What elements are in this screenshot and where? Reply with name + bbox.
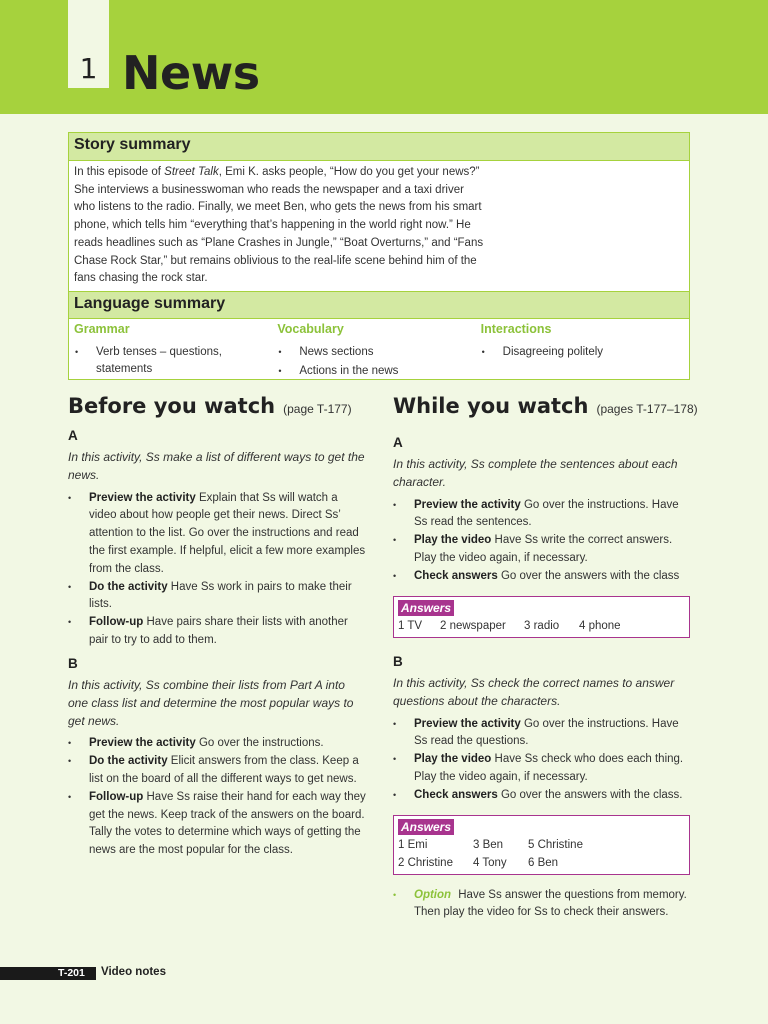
answer-item: 4 phone xyxy=(579,619,621,632)
step-item xyxy=(393,532,691,568)
answer-item: 6 Ben xyxy=(528,856,559,869)
answers-row xyxy=(398,836,685,854)
answers-row xyxy=(398,854,685,872)
answer-item: 4 Tony xyxy=(473,856,507,869)
while-watch-part-b xyxy=(393,654,691,922)
language-summary-columns xyxy=(69,319,689,379)
summary-box xyxy=(68,132,690,380)
vocabulary-column xyxy=(277,321,480,378)
footer-label: Video notes xyxy=(101,966,166,978)
option-text: Have Ss answer the questions from memory. Then play the video for Ss to check their answers. xyxy=(414,888,687,919)
interactions-column xyxy=(481,322,684,375)
answer-item: 5 Christine xyxy=(528,838,583,851)
part-letter: A xyxy=(393,435,403,450)
step-label: Do the activity xyxy=(89,755,168,768)
step-item xyxy=(393,751,691,787)
step-label: Check answers xyxy=(414,569,498,582)
before-watch-title-text: Before you watch xyxy=(68,394,276,418)
part-letter: A xyxy=(68,428,78,443)
part-letter: B xyxy=(68,656,78,671)
step-item xyxy=(68,753,366,789)
before-watch-pages: (page T-177) xyxy=(283,402,352,416)
activity-steps xyxy=(68,735,366,860)
activity-intro: In this activity, Ss combine their lists from Part A into one class list and determine the most popular ways to get news. xyxy=(68,678,354,728)
grammar-heading: Grammar xyxy=(74,321,130,336)
step-text: Go over the answers with the class. xyxy=(497,788,683,801)
answers-label: Answers xyxy=(398,600,454,616)
answer-item: 1 TV xyxy=(398,619,423,632)
option-label: Option xyxy=(414,888,452,901)
answers-label: Answers xyxy=(398,819,454,835)
while-watch-title xyxy=(393,394,698,418)
step-item xyxy=(68,789,366,860)
answer-item: 3 Ben xyxy=(473,838,504,851)
option-note xyxy=(393,887,691,923)
activity-steps xyxy=(393,497,691,586)
step-item xyxy=(393,568,691,586)
answer-item: 1 Emi xyxy=(398,838,428,851)
step-label: Play the video xyxy=(414,534,492,547)
step-text: Have Ss check who does each thing. Play the video again, if necessary. xyxy=(414,753,684,783)
step-text: Explain that Ss will watch a video about how people get their news. Direct Ss’ attention to the list. Go over the instructions and read the first example. If helpful, elicit a few more examples from the class. xyxy=(89,491,366,575)
activity-steps xyxy=(68,490,366,650)
grammar-item: • Verb tenses – questions, statements xyxy=(74,344,277,379)
step-label: Preview the activity xyxy=(414,498,521,511)
step-item xyxy=(68,579,366,615)
unit-title: News xyxy=(122,46,260,100)
before-watch-title xyxy=(68,394,352,418)
step-label: Check answers xyxy=(414,788,498,801)
step-item xyxy=(393,497,691,533)
activity-intro: In this activity, Ss complete the sentences about each character. xyxy=(393,457,678,489)
show-title: Street Talk xyxy=(164,166,219,178)
step-label: Preview the activity xyxy=(89,737,196,750)
while-watch-part-a xyxy=(393,435,691,638)
before-watch-part-b xyxy=(68,656,366,860)
step-item xyxy=(393,787,691,805)
footer-page-number: T-201 xyxy=(58,967,85,979)
story-summary-heading: Story summary xyxy=(69,133,689,161)
step-item xyxy=(68,735,366,753)
grammar-column xyxy=(74,322,277,375)
activity-steps xyxy=(393,716,691,805)
step-label: Follow-up xyxy=(89,790,144,803)
answer-item: 2 newspaper xyxy=(440,619,506,632)
step-text: Have Ss raise their hand for each way they get the news. Keep track of the answers on the board. Tally the votes to determine which ways of getting the news are the most popular for the class. xyxy=(89,790,366,857)
step-text: Elicit answers from the class. Keep a list on the board of all the different ways to get news. xyxy=(89,755,359,785)
answers-box-a xyxy=(393,596,690,638)
step-label: Do the activity xyxy=(89,580,168,593)
answer-item: 3 radio xyxy=(524,619,560,632)
story-text-pre: In this episode of xyxy=(74,166,165,178)
answer-item: 2 Christine xyxy=(398,856,453,869)
unit-number: 1 xyxy=(79,52,98,85)
answers-row xyxy=(398,617,685,635)
step-item xyxy=(68,614,366,650)
language-summary-heading: Language summary xyxy=(69,291,689,319)
step-label: Play the video xyxy=(414,753,492,766)
step-text: Have pairs share their lists with another pair to try to add to them. xyxy=(89,616,348,646)
while-watch-title-text: While you watch xyxy=(393,394,589,418)
vocabulary-heading: Vocabulary xyxy=(277,321,344,336)
step-text: Go over the instructions. Have Ss read the questions. xyxy=(414,717,679,748)
step-text: Have Ss write the correct answers. Play the video again, if necessary. xyxy=(414,534,673,564)
vocabulary-item: • News sections xyxy=(277,344,480,362)
unit-header xyxy=(0,0,768,114)
before-watch-part-a xyxy=(68,428,366,650)
story-summary-text xyxy=(69,161,489,291)
step-text: Have Ss work in pairs to make their lists. xyxy=(89,580,352,611)
activity-intro: In this activity, Ss make a list of different ways to get the news. xyxy=(68,450,365,482)
part-letter: B xyxy=(393,654,403,669)
step-text: Go over the answers with the class xyxy=(497,569,680,582)
story-text-post: , Emi K. asks people, “How do you get your news?” She interviews a businesswoman who reads the newspaper and a taxi driver who listens to the radio. Finally, we meet Ben, who gets the news from his smart phone, which tells him “everything that’s happening in the world right now.” He reads headlines such as “Plane Crashes in Jungle,” “Boat Overturns,” and “Fans Chase Rock Star,” but remains oblivious to the real-life scene behind him of the fans chasing the rock star. xyxy=(74,166,484,285)
vocabulary-item: • Actions in the news xyxy=(277,363,480,381)
answers-box-b xyxy=(393,815,690,875)
step-text: Go over the instructions. xyxy=(195,737,324,750)
step-item xyxy=(393,716,691,752)
step-item xyxy=(68,490,366,579)
activity-intro: In this activity, Ss check the correct names to answer questions about the characters. xyxy=(393,676,675,708)
step-label: Preview the activity xyxy=(414,717,521,730)
interactions-item: • Disagreeing politely xyxy=(481,344,684,362)
step-label: Preview the activity xyxy=(89,491,196,504)
while-watch-pages: (pages T-177–178) xyxy=(596,402,698,416)
interactions-heading: Interactions xyxy=(480,321,552,336)
step-text: Go over the instructions. Have Ss read the sentences. xyxy=(414,498,679,529)
step-label: Follow-up xyxy=(89,616,144,629)
